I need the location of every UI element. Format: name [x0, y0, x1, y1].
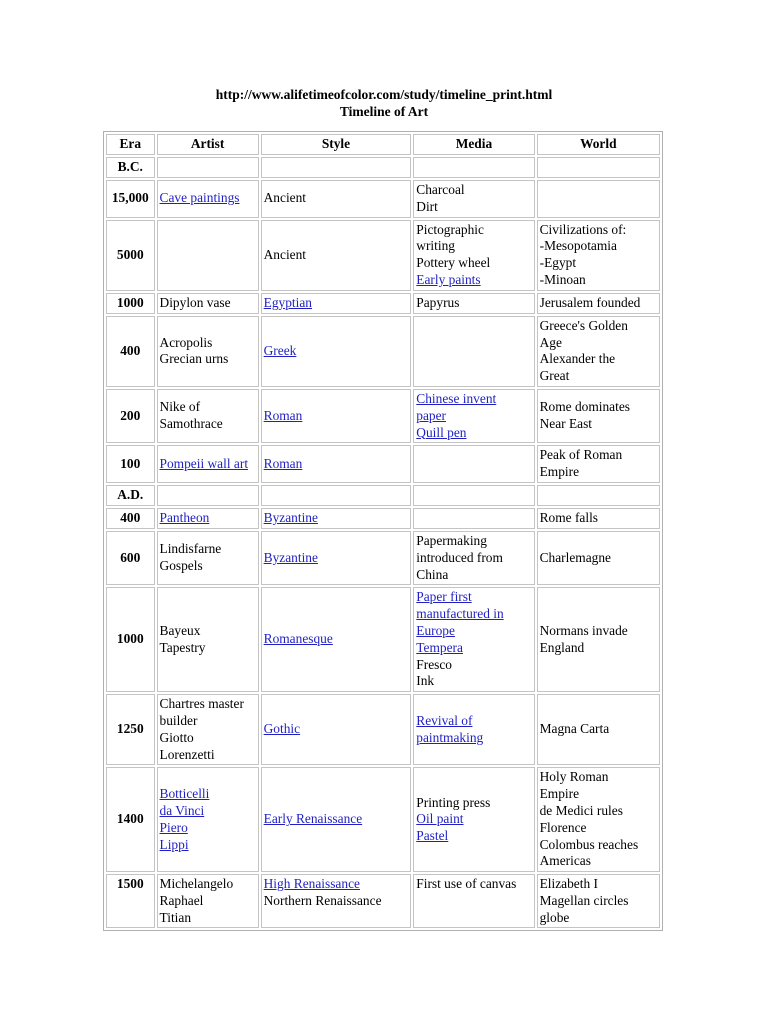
style-cell: [261, 316, 412, 387]
artist-cell: [157, 485, 259, 506]
media-link[interactable]: paper: [416, 407, 447, 423]
style-link[interactable]: Gothic: [263, 721, 301, 737]
media-link[interactable]: Tempera: [416, 639, 463, 655]
timeline-table: [103, 131, 663, 931]
world-text: Empire: [539, 786, 580, 802]
media-cell: [413, 587, 534, 692]
style-link[interactable]: Byzantine: [263, 510, 318, 526]
world-text: Americas: [539, 853, 591, 869]
media-link[interactable]: Quill pen: [416, 424, 467, 440]
media-cell: [413, 694, 534, 765]
style-cell: [261, 874, 412, 928]
world-cell: [537, 694, 660, 765]
style-link[interactable]: Roman: [263, 407, 303, 423]
world-text: Rome dominates: [539, 399, 630, 415]
style-cell: [261, 767, 412, 872]
style-text: Ancient: [263, 190, 307, 206]
artist-link[interactable]: Pompeii wall art: [159, 455, 249, 471]
world-text: Civilizations of:: [539, 221, 627, 237]
era-cell: 1500: [106, 874, 155, 928]
artist-cell: [157, 293, 259, 314]
era-cell: 100: [106, 445, 155, 483]
page-header: [0, 86, 768, 120]
style-cell: [261, 587, 412, 692]
style-link[interactable]: High Renaissance: [263, 876, 360, 892]
world-text: Age: [539, 334, 562, 350]
style-link[interactable]: Byzantine: [263, 549, 318, 565]
artist-text: Lorenzetti: [159, 746, 215, 762]
media-text: Pictographic: [416, 221, 484, 237]
table-row: [106, 587, 660, 692]
media-link[interactable]: Paper first: [416, 589, 472, 605]
artist-text: Gospels: [159, 558, 203, 574]
artist-link[interactable]: Piero: [159, 819, 188, 835]
world-text: Magellan circles: [539, 892, 629, 908]
media-cell: [413, 767, 534, 872]
era-cell: A.D.: [106, 485, 155, 506]
world-cell: [537, 531, 660, 585]
era-cell: 600: [106, 531, 155, 585]
artist-cell: [157, 157, 259, 178]
media-cell: [413, 508, 534, 529]
world-text: Colombus reaches: [539, 836, 639, 852]
column-header-era: Era: [106, 134, 155, 155]
artist-text: builder: [159, 712, 198, 728]
artist-text: Samothrace: [159, 416, 223, 432]
table-row: [106, 531, 660, 585]
era-cell: 1250: [106, 694, 155, 765]
media-text: Pottery wheel: [416, 255, 491, 271]
media-cell: [413, 874, 534, 928]
media-text: Papyrus: [416, 294, 460, 310]
table-row: [106, 485, 660, 506]
artist-text: Lindisfarne: [159, 541, 222, 557]
artist-cell: [157, 694, 259, 765]
world-text: Charlemagne: [539, 549, 611, 565]
style-link[interactable]: Egyptian: [263, 294, 312, 310]
world-cell: [537, 180, 660, 218]
timeline-body: [106, 157, 660, 928]
world-text: Greece's Golden: [539, 317, 628, 333]
world-cell: [537, 485, 660, 506]
table-row: [106, 316, 660, 387]
artist-link[interactable]: da Vinci: [159, 802, 205, 818]
media-text: introduced from: [416, 549, 503, 565]
style-cell: [261, 180, 412, 218]
artist-link[interactable]: Lippi: [159, 836, 189, 852]
world-cell: [537, 508, 660, 529]
media-text: Charcoal: [416, 182, 465, 197]
world-text: Elizabeth I: [539, 876, 598, 892]
artist-cell: [157, 389, 259, 443]
world-text: Alexander the: [539, 351, 616, 367]
style-cell: [261, 445, 412, 483]
table-row: [106, 180, 660, 218]
media-text: Ink: [416, 673, 435, 689]
world-cell: [537, 389, 660, 443]
style-cell: [261, 531, 412, 585]
world-cell: [537, 587, 660, 692]
table-row: [106, 508, 660, 529]
style-text: Northern Renaissance: [263, 892, 382, 908]
era-cell: 1000: [106, 587, 155, 692]
artist-text: Dipylon vase: [159, 294, 231, 310]
artist-cell: [157, 220, 259, 291]
world-cell: [537, 316, 660, 387]
world-cell: [537, 157, 660, 178]
era-cell: B.C.: [106, 157, 155, 178]
era-cell: 400: [106, 508, 155, 529]
media-cell: [413, 157, 534, 178]
artist-text: Grecian urns: [159, 351, 229, 367]
style-cell: [261, 485, 412, 506]
style-text: Ancient: [263, 246, 307, 262]
artist-text: Nike of: [159, 399, 201, 415]
media-cell: [413, 180, 534, 218]
table-row: [106, 293, 660, 314]
artist-text: Chartres master: [159, 696, 244, 712]
era-cell: 400: [106, 316, 155, 387]
era-cell: 1000: [106, 293, 155, 314]
world-text: de Medici rules: [539, 802, 623, 818]
era-cell: 15,000: [106, 180, 155, 218]
media-text: China: [416, 566, 449, 582]
style-link[interactable]: Early Renaissance: [263, 811, 363, 827]
artist-text: Raphael: [159, 892, 204, 908]
media-text: Dirt: [416, 198, 438, 214]
world-text: globe: [539, 909, 570, 925]
media-link[interactable]: Revival of: [416, 712, 473, 728]
media-link[interactable]: Early paints: [416, 271, 481, 287]
artist-cell: [157, 445, 259, 483]
media-text: Printing press: [416, 794, 491, 810]
media-link[interactable]: paintmaking: [416, 729, 484, 745]
artist-cell: [157, 874, 259, 928]
world-text: Jerusalem founded: [539, 294, 641, 310]
artist-text: Titian: [159, 909, 192, 925]
world-text: Rome falls: [539, 510, 598, 526]
table-row: [106, 220, 660, 291]
media-text: writing: [416, 238, 455, 254]
style-cell: [261, 220, 412, 291]
world-text: Empire: [539, 464, 580, 480]
media-cell: [413, 293, 534, 314]
artist-link[interactable]: Botticelli: [159, 786, 210, 802]
artist-cell: [157, 767, 259, 872]
page-title: Timeline of Art: [339, 104, 429, 119]
media-cell: [413, 389, 534, 443]
world-text: Great: [539, 368, 570, 384]
style-link[interactable]: Greek: [263, 342, 297, 358]
world-text: England: [539, 639, 585, 655]
world-text: Magna Carta: [539, 721, 610, 737]
style-cell: [261, 293, 412, 314]
table-row: [106, 874, 660, 928]
era-cell: 1400: [106, 767, 155, 872]
world-text: Near East: [539, 416, 593, 432]
column-header-media: Media: [413, 134, 534, 155]
column-header-world: World: [537, 134, 660, 155]
era-cell: 5000: [106, 220, 155, 291]
artist-link[interactable]: Pantheon: [159, 510, 210, 526]
page-url: http://www.alifetimeofcolor.com/study/timeline_print.html: [215, 87, 553, 102]
world-cell: [537, 767, 660, 872]
artist-text: Bayeux: [159, 622, 201, 638]
world-text: Peak of Roman: [539, 447, 623, 463]
artist-cell: [157, 316, 259, 387]
style-cell: [261, 694, 412, 765]
artist-link[interactable]: Cave paintings: [159, 190, 240, 206]
world-text: -Minoan: [539, 271, 586, 287]
artist-text: Tapestry: [159, 639, 206, 655]
media-link[interactable]: manufactured in: [416, 606, 504, 622]
style-link[interactable]: Romanesque: [263, 631, 333, 647]
table-header-row: [106, 134, 660, 155]
style-cell: [261, 508, 412, 529]
artist-text: Michelangelo: [159, 876, 234, 892]
table-row: [106, 694, 660, 765]
column-header-style: Style: [261, 134, 412, 155]
world-text: -Egypt: [539, 255, 577, 271]
table-row: [106, 767, 660, 872]
world-cell: [537, 293, 660, 314]
media-cell: [413, 220, 534, 291]
world-text: Normans invade: [539, 622, 628, 638]
column-header-artist: Artist: [157, 134, 259, 155]
table-row: [106, 157, 660, 178]
media-cell: [413, 316, 534, 387]
media-text: First use of canvas: [416, 876, 517, 892]
style-link[interactable]: Roman: [263, 455, 303, 471]
artist-cell: [157, 531, 259, 585]
media-cell: [413, 445, 534, 483]
artist-cell: [157, 508, 259, 529]
world-cell: [537, 874, 660, 928]
artist-text: Giotto: [159, 729, 194, 745]
world-text: -Mesopotamia: [539, 238, 617, 254]
media-text: Papermaking: [416, 532, 487, 548]
media-cell: [413, 531, 534, 585]
media-link[interactable]: Pastel: [416, 828, 449, 844]
artist-cell: [157, 180, 259, 218]
style-cell: [261, 389, 412, 443]
world-cell: [537, 445, 660, 483]
era-cell: 200: [106, 389, 155, 443]
media-link[interactable]: Oil paint: [416, 811, 464, 827]
artist-text: Acropolis: [159, 334, 213, 350]
media-text: Fresco: [416, 656, 452, 672]
table-row: [106, 389, 660, 443]
world-cell: [537, 220, 660, 291]
table-row: [106, 445, 660, 483]
artist-cell: [157, 587, 259, 692]
world-text: Florence: [539, 819, 587, 835]
world-text: Holy Roman: [539, 769, 609, 785]
media-cell: [413, 485, 534, 506]
media-link[interactable]: Chinese invent: [416, 390, 497, 406]
media-link[interactable]: Europe: [416, 622, 455, 638]
style-cell: [261, 157, 412, 178]
